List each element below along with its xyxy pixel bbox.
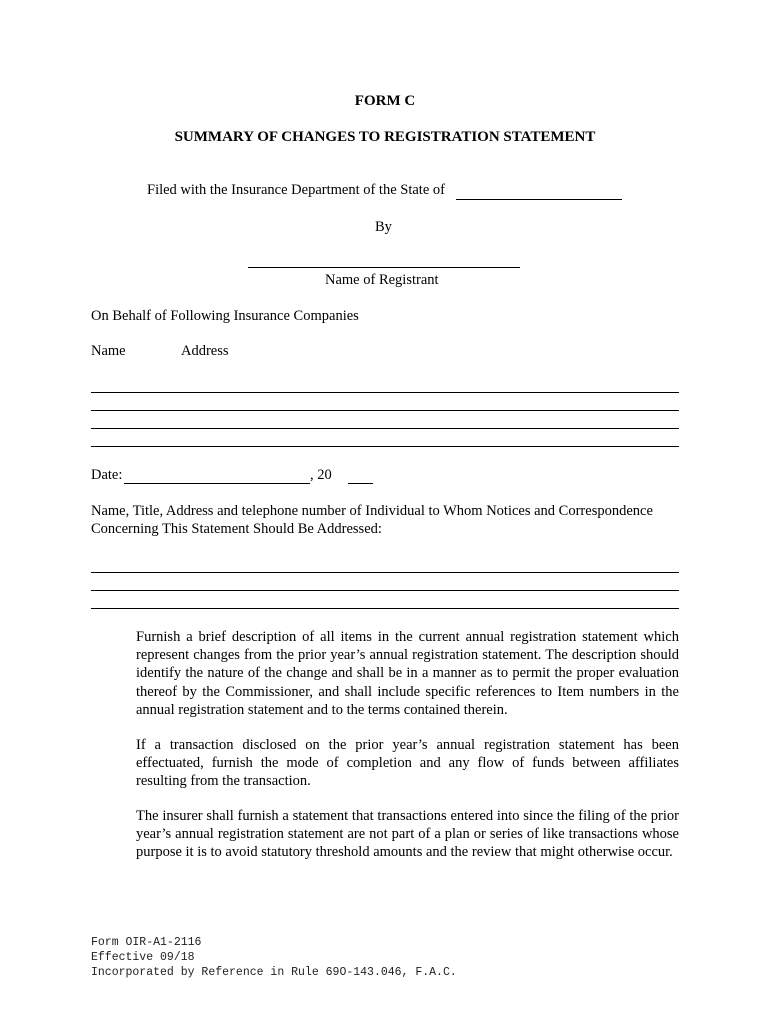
company-blank-line-3[interactable] [91, 428, 679, 429]
contact-label-line-1: Name, Title, Address and telephone number of Individual to Whom Notices and Correspondence [91, 503, 653, 519]
instruction-paragraph-2: If a transaction disclosed on the prior year’s annual registration statement has been effectuated, furnish the mode of completion and any flow of funds between affiliates resulting from the transaction. [136, 737, 679, 790]
contact-label-line-2: Concerning This Statement Should Be Addressed: [91, 521, 382, 537]
footer-form-number: Form OIR-A1-2116 [91, 936, 202, 949]
by-label: By [375, 219, 392, 235]
instruction-paragraph-1: Furnish a brief description of all items in the current annual registration statement which represent changes from the prior year’s annual registration statement. The description should identify the nature of the change and shall be in a manner as to permit the proper evaluation thereof by the Commissioner, and shall include specific references to Item numbers in the annual registration statement and to the terms contained therein. [136, 629, 679, 718]
form-title: FORM C [354, 93, 416, 109]
contact-blank-line-2[interactable] [91, 590, 679, 591]
contact-blank-line-1[interactable] [91, 572, 679, 573]
contact-blank-line-3[interactable] [91, 608, 679, 609]
date-year-label: , 20 [310, 467, 332, 483]
state-blank-line[interactable] [456, 199, 622, 200]
registrant-label: Name of Registrant [325, 272, 439, 288]
company-blank-line-1[interactable] [91, 392, 679, 393]
address-column-label: Address [181, 343, 229, 359]
filed-with-label: Filed with the Insurance Department of the State of [147, 182, 445, 198]
footer-effective: Effective 09/18 [91, 951, 195, 964]
company-blank-line-4[interactable] [91, 446, 679, 447]
footer-incorporated: Incorporated by Reference in Rule 69O-143.046, F.A.C. [91, 966, 457, 979]
date-label: Date: [91, 467, 123, 483]
form-subtitle: SUMMARY OF CHANGES TO REGISTRATION STATEMENT [174, 129, 596, 145]
instruction-paragraph-3: The insurer shall furnish a statement that transactions entered into since the filing of the prior year’s annual registration statement are not part of a plan or series of like transactions whose purpose it is to avoid statutory threshold amounts and the review that might otherwise occur. [136, 808, 679, 861]
on-behalf-label: On Behalf of Following Insurance Companies [91, 308, 359, 324]
date-blank-line[interactable] [124, 483, 310, 484]
company-blank-line-2[interactable] [91, 410, 679, 411]
name-column-label: Name [91, 343, 126, 359]
registrant-blank-line[interactable] [248, 267, 520, 268]
year-blank-line[interactable] [348, 483, 373, 484]
